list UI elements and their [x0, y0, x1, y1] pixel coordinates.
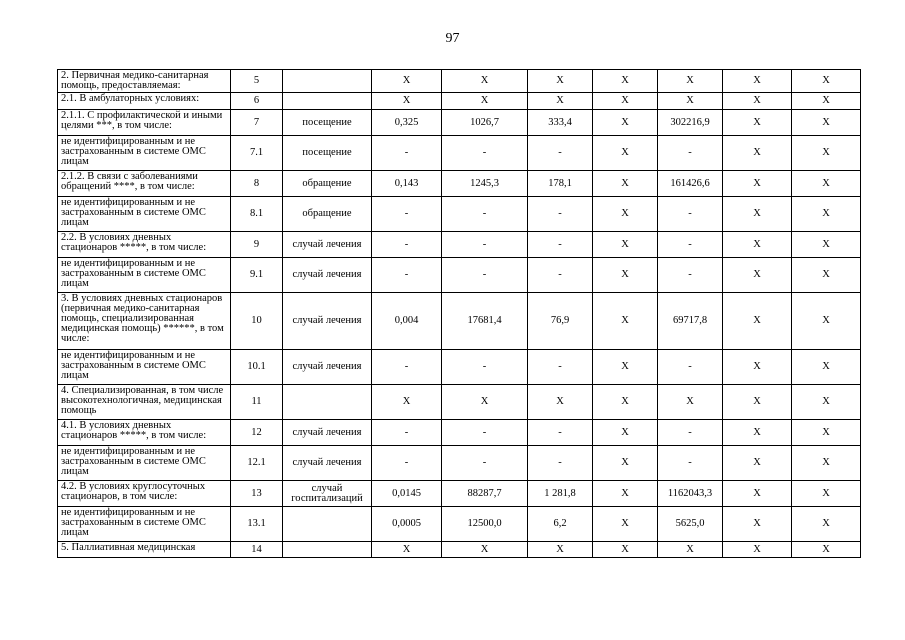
value-cell-3: 1 281,8	[528, 481, 593, 507]
value-cell-2: -	[442, 350, 528, 385]
row-number-cell: 14	[231, 542, 283, 558]
value-cell-4: X	[593, 70, 658, 93]
value-cell-4: X	[593, 507, 658, 542]
value-cell-4: X	[593, 93, 658, 110]
unit-cell: случай лечения	[283, 258, 372, 293]
unit-cell: случай лечения	[283, 232, 372, 258]
row-name-cell: не идентифицированным и не застрахованным в системе ОМС лицам	[58, 507, 231, 542]
row-number-cell: 13	[231, 481, 283, 507]
value-cell-1: -	[372, 350, 442, 385]
row-number-cell: 9	[231, 232, 283, 258]
table-row	[58, 197, 861, 232]
value-cell-1: -	[372, 446, 442, 481]
value-cell-1: 0,325	[372, 110, 442, 136]
row-name-cell: 4.1. В условиях дневных стационаров *****, в том числе:	[58, 420, 231, 446]
value-cell-2: -	[442, 197, 528, 232]
row-number-cell: 12	[231, 420, 283, 446]
value-cell-1: -	[372, 136, 442, 171]
value-cell-1: 0,004	[372, 293, 442, 350]
value-cell-1: 0,143	[372, 171, 442, 197]
value-cell-4: X	[593, 171, 658, 197]
table-row	[58, 542, 861, 558]
value-cell-2: X	[442, 70, 528, 93]
value-cell-7: X	[792, 171, 861, 197]
value-cell-5: -	[658, 420, 723, 446]
value-cell-4: X	[593, 197, 658, 232]
value-cell-5: X	[658, 385, 723, 420]
value-cell-1: X	[372, 93, 442, 110]
row-number-cell: 8	[231, 171, 283, 197]
value-cell-2: X	[442, 542, 528, 558]
value-cell-3: -	[528, 420, 593, 446]
row-name-cell: не идентифицированным и не застрахованным в системе ОМС лицам	[58, 136, 231, 171]
value-cell-6: X	[723, 481, 792, 507]
program-table	[57, 69, 861, 558]
value-cell-6: X	[723, 171, 792, 197]
value-cell-5: 302216,9	[658, 110, 723, 136]
row-number-cell: 12.1	[231, 446, 283, 481]
value-cell-7: X	[792, 258, 861, 293]
value-cell-3: X	[528, 385, 593, 420]
value-cell-2: 17681,4	[442, 293, 528, 350]
table-row	[58, 232, 861, 258]
value-cell-4: X	[593, 136, 658, 171]
value-cell-3: -	[528, 446, 593, 481]
value-cell-3: 178,1	[528, 171, 593, 197]
value-cell-7: X	[792, 446, 861, 481]
value-cell-2: -	[442, 136, 528, 171]
unit-cell	[283, 507, 372, 542]
table-row	[58, 258, 861, 293]
value-cell-5: -	[658, 232, 723, 258]
row-name-cell: 2.2. В условиях дневных стационаров *****, в том числе:	[58, 232, 231, 258]
value-cell-5: X	[658, 542, 723, 558]
value-cell-3: -	[528, 197, 593, 232]
value-cell-7: X	[792, 385, 861, 420]
value-cell-7: X	[792, 481, 861, 507]
value-cell-6: X	[723, 385, 792, 420]
row-number-cell: 11	[231, 385, 283, 420]
value-cell-7: X	[792, 420, 861, 446]
value-cell-2: X	[442, 385, 528, 420]
table-row	[58, 110, 861, 136]
value-cell-6: X	[723, 420, 792, 446]
value-cell-5: -	[658, 258, 723, 293]
value-cell-6: X	[723, 232, 792, 258]
row-name-cell: 3. В условиях дневных стационаров (первичная медико-санитарная помощь, специализированная медицинская помощь) ******, в том числе:	[58, 293, 231, 350]
unit-cell: случай лечения	[283, 446, 372, 481]
page-number: 97	[445, 31, 460, 46]
value-cell-5: -	[658, 350, 723, 385]
value-cell-5: 1162043,3	[658, 481, 723, 507]
value-cell-1: 0,0005	[372, 507, 442, 542]
value-cell-3: 333,4	[528, 110, 593, 136]
row-name-cell: 4. Специализированная, в том числе высокотехнологичная, медицинская помощь	[58, 385, 231, 420]
row-number-cell: 6	[231, 93, 283, 110]
unit-cell	[283, 385, 372, 420]
unit-cell: случай госпитализаций	[283, 481, 372, 507]
table-row	[58, 171, 861, 197]
value-cell-1: -	[372, 420, 442, 446]
table-row	[58, 507, 861, 542]
table-row	[58, 293, 861, 350]
row-name-cell: 2.1.2. В связи с заболеваниями обращений ****, в том числе:	[58, 171, 231, 197]
value-cell-4: X	[593, 446, 658, 481]
value-cell-7: X	[792, 70, 861, 93]
value-cell-2: 12500,0	[442, 507, 528, 542]
row-name-cell: не идентифицированным и не застрахованным в системе ОМС лицам	[58, 350, 231, 385]
row-number-cell: 7	[231, 110, 283, 136]
value-cell-1: 0,0145	[372, 481, 442, 507]
unit-cell: случай лечения	[283, 293, 372, 350]
value-cell-7: X	[792, 293, 861, 350]
value-cell-4: X	[593, 350, 658, 385]
row-number-cell: 7.1	[231, 136, 283, 171]
unit-cell: обращение	[283, 171, 372, 197]
value-cell-7: X	[792, 350, 861, 385]
table-row	[58, 385, 861, 420]
value-cell-1: X	[372, 542, 442, 558]
table-body	[58, 70, 861, 558]
value-cell-6: X	[723, 446, 792, 481]
row-number-cell: 10.1	[231, 350, 283, 385]
value-cell-4: X	[593, 258, 658, 293]
table-row	[58, 481, 861, 507]
value-cell-7: X	[792, 110, 861, 136]
value-cell-6: X	[723, 93, 792, 110]
value-cell-4: X	[593, 293, 658, 350]
table-row	[58, 420, 861, 446]
value-cell-2: -	[442, 446, 528, 481]
row-name-cell: не идентифицированным и не застрахованным в системе ОМС лицам	[58, 446, 231, 481]
value-cell-6: X	[723, 542, 792, 558]
value-cell-6: X	[723, 293, 792, 350]
value-cell-3: X	[528, 93, 593, 110]
value-cell-7: X	[792, 507, 861, 542]
row-number-cell: 9.1	[231, 258, 283, 293]
row-number-cell: 5	[231, 70, 283, 93]
value-cell-1: -	[372, 197, 442, 232]
value-cell-4: X	[593, 420, 658, 446]
unit-cell: посещение	[283, 136, 372, 171]
row-number-cell: 13.1	[231, 507, 283, 542]
value-cell-6: X	[723, 258, 792, 293]
value-cell-2: -	[442, 258, 528, 293]
value-cell-4: X	[593, 385, 658, 420]
row-name-cell: 2. Первичная медико-санитарная помощь, предоставляемая:	[58, 70, 231, 93]
value-cell-5: 161426,6	[658, 171, 723, 197]
value-cell-4: X	[593, 232, 658, 258]
value-cell-6: X	[723, 350, 792, 385]
value-cell-7: X	[792, 232, 861, 258]
table-row	[58, 136, 861, 171]
row-number-cell: 8.1	[231, 197, 283, 232]
table-row	[58, 350, 861, 385]
row-name-cell: 5. Паллиативная медицинская	[58, 542, 231, 558]
value-cell-1: -	[372, 232, 442, 258]
value-cell-5: -	[658, 136, 723, 171]
value-cell-3: -	[528, 136, 593, 171]
value-cell-4: X	[593, 481, 658, 507]
unit-cell: случай лечения	[283, 420, 372, 446]
row-name-cell: 2.1. В амбулаторных условиях:	[58, 93, 231, 110]
value-cell-6: X	[723, 507, 792, 542]
value-cell-5: X	[658, 70, 723, 93]
value-cell-3: -	[528, 350, 593, 385]
value-cell-2: -	[442, 420, 528, 446]
value-cell-7: X	[792, 197, 861, 232]
value-cell-7: X	[792, 93, 861, 110]
value-cell-3: -	[528, 258, 593, 293]
row-name-cell: 2.1.1. С профилактической и иными целями ***, в том числе:	[58, 110, 231, 136]
value-cell-6: X	[723, 110, 792, 136]
value-cell-5: 69717,8	[658, 293, 723, 350]
value-cell-2: 1026,7	[442, 110, 528, 136]
value-cell-5: -	[658, 446, 723, 481]
row-name-cell: не идентифицированным и не застрахованным в системе ОМС лицам	[58, 258, 231, 293]
table-row	[58, 70, 861, 93]
value-cell-3: -	[528, 232, 593, 258]
unit-cell	[283, 70, 372, 93]
value-cell-1: X	[372, 385, 442, 420]
value-cell-6: X	[723, 197, 792, 232]
value-cell-2: -	[442, 232, 528, 258]
value-cell-1: X	[372, 70, 442, 93]
unit-cell: случай лечения	[283, 350, 372, 385]
unit-cell: обращение	[283, 197, 372, 232]
value-cell-3: X	[528, 542, 593, 558]
unit-cell: посещение	[283, 110, 372, 136]
value-cell-6: X	[723, 70, 792, 93]
value-cell-5: 5625,0	[658, 507, 723, 542]
table-row	[58, 446, 861, 481]
value-cell-7: X	[792, 542, 861, 558]
value-cell-1: -	[372, 258, 442, 293]
value-cell-6: X	[723, 136, 792, 171]
value-cell-5: X	[658, 93, 723, 110]
value-cell-4: X	[593, 110, 658, 136]
value-cell-3: X	[528, 70, 593, 93]
unit-cell	[283, 542, 372, 558]
value-cell-4: X	[593, 542, 658, 558]
unit-cell	[283, 93, 372, 110]
table-row	[58, 93, 861, 110]
value-cell-3: 76,9	[528, 293, 593, 350]
value-cell-7: X	[792, 136, 861, 171]
row-name-cell: не идентифицированным и не застрахованным в системе ОМС лицам	[58, 197, 231, 232]
value-cell-2: 88287,7	[442, 481, 528, 507]
value-cell-5: -	[658, 197, 723, 232]
row-name-cell: 4.2. В условиях круглосуточных стационаров, в том числе:	[58, 481, 231, 507]
value-cell-2: X	[442, 93, 528, 110]
row-number-cell: 10	[231, 293, 283, 350]
value-cell-3: 6,2	[528, 507, 593, 542]
value-cell-2: 1245,3	[442, 171, 528, 197]
